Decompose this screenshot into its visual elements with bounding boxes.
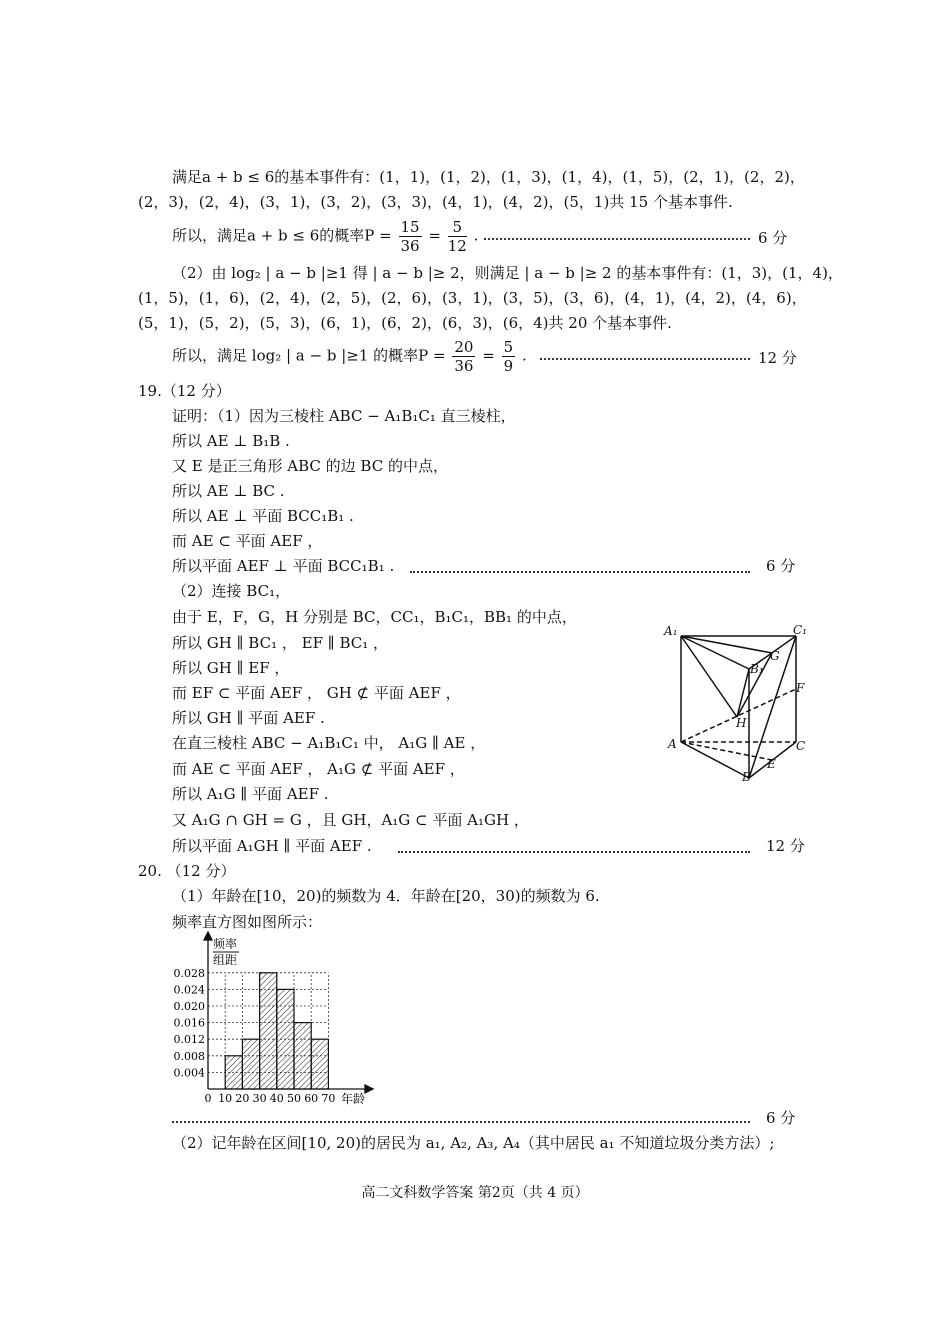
label-E: E xyxy=(767,757,776,771)
answer-line: 频率直方图如图所示： xyxy=(172,913,323,931)
numerator: 15 xyxy=(400,218,420,236)
proof-line: 所以 GH ∥ BC₁ ， EF ∥ BC₁ ， xyxy=(172,634,389,652)
histogram-bar xyxy=(225,1056,242,1089)
x-axis-label: 年龄 xyxy=(341,1092,366,1106)
fraction xyxy=(448,218,467,255)
fraction xyxy=(502,338,516,375)
y-tick-label: 0.024 xyxy=(173,983,205,997)
dotted-leader xyxy=(398,851,750,853)
numerator: 5 xyxy=(503,338,514,356)
proof-line: 所以 A₁G ∥ 平面 AEF . xyxy=(172,785,329,803)
x-tick-label: 20 xyxy=(235,1092,250,1105)
fraction xyxy=(399,218,422,255)
text-line: (5，1)，(5，2)，(5，3)，(6，1)，(6，2)，(6，3)，(6，4)共 20 个基本事件. xyxy=(138,314,672,332)
label-H: H xyxy=(736,716,747,730)
label-A: A xyxy=(668,737,677,751)
label-G: G xyxy=(770,649,780,663)
fraction xyxy=(452,338,475,375)
denominator: 36 xyxy=(454,357,474,375)
x-tick-label: 40 xyxy=(269,1092,284,1105)
label-A1: A₁ xyxy=(664,624,678,638)
x-tick-label: 70 xyxy=(321,1092,336,1105)
y-tick-label: 0.008 xyxy=(173,1049,205,1063)
histogram-bar xyxy=(260,973,277,1089)
histogram-bar xyxy=(311,1039,328,1089)
y-tick-label: 0.012 xyxy=(173,1033,205,1047)
label-B1: B₁ xyxy=(750,662,764,676)
histogram-bar xyxy=(277,989,294,1089)
proof-line: 所以 AE ⊥ BC . xyxy=(172,482,285,500)
y-axis-label-top: 频率 xyxy=(213,937,238,951)
numerator: 5 xyxy=(448,218,467,237)
x-tick-label: 0 xyxy=(204,1092,212,1105)
dotted-leader xyxy=(484,238,750,240)
text-line: 满足a + b ≤ 6的基本事件有：(1，1)，(1，2)，(1，3)，(1，4)，(1，5)，(2，1)，(2，2)， xyxy=(172,168,805,186)
score-label: 6 分 xyxy=(766,557,796,575)
proof-line: 又 E 是正三角形 ABC 的边 BC 的中点， xyxy=(172,457,448,475)
histogram-bar xyxy=(242,1039,259,1089)
equals: = xyxy=(428,226,441,245)
text-line: (2，3)，(2，4)，(3，1)，(3，2)，(3，3)，(4，1)，(4，2)，(5，1)共 15 个基本事件. xyxy=(138,193,733,211)
prism-figure xyxy=(662,622,812,782)
answer-line: （1）年龄在[10，20)的频数为 4．年龄在[20，30)的频数为 6. xyxy=(172,887,600,905)
equals: = xyxy=(482,346,495,365)
dotted-leader xyxy=(172,1121,750,1123)
score-label: 6 分 xyxy=(758,229,788,247)
dotted-leader xyxy=(410,571,750,573)
x-tick-label: 60 xyxy=(304,1092,319,1105)
text-line: （2）由 log₂ | a − b |≥1 得 | a − b |≥ 2，则满足 | a − b |≥ 2 的基本事件有：(1，3)，(1，4)， xyxy=(172,264,843,282)
text: 所以，满足a + b ≤ 6的概率P = xyxy=(172,226,392,245)
histogram-bar xyxy=(294,1023,311,1089)
page-footer: 高二文科数学答案 第2页（共 4 页） xyxy=(361,1185,589,1201)
score-label: 12 分 xyxy=(766,837,805,855)
y-tick-label: 0.016 xyxy=(173,1016,205,1030)
score-label: 6 分 xyxy=(766,1109,796,1127)
label-C: C xyxy=(796,739,806,753)
proof-line: 所以 GH ∥ 平面 AEF . xyxy=(172,709,325,727)
y-tick-label: 0.020 xyxy=(173,1000,205,1013)
score-label: 12 分 xyxy=(758,349,797,367)
y-tick-label: 0.028 xyxy=(173,966,205,980)
probability-line-1 xyxy=(172,218,478,255)
proof-line: 而 AE ⊂ 平面 AEF ， xyxy=(172,532,323,550)
period: . xyxy=(473,226,479,245)
y-axis-label-bottom: 组距 xyxy=(213,953,238,967)
label-C1: C₁ xyxy=(793,623,807,637)
proof-line: 所以 AE ⊥ B₁B . xyxy=(172,432,290,450)
proof-line: 所以平面 A₁GH ∥ 平面 AEF . xyxy=(172,837,372,855)
proof-line: 所以平面 AEF ⊥ 平面 BCC₁B₁ . xyxy=(172,557,395,575)
denominator: 36 xyxy=(400,237,420,255)
denominator: 12 xyxy=(447,237,467,255)
proof-line: 而 AE ⊂ 平面 AEF ， A₁G ⊄ 平面 AEF ， xyxy=(172,760,465,778)
proof-line: 由于 E，F，G，H 分别是 BC，CC₁，B₁C₁，BB₁ 的中点， xyxy=(172,608,577,626)
probability-line-2 xyxy=(172,338,527,375)
x-tick-label: 30 xyxy=(252,1092,267,1105)
frequency-histogram xyxy=(165,928,375,1108)
question-number: 19.（12 分） xyxy=(138,382,231,400)
numerator: 20 xyxy=(454,338,474,356)
x-tick-label: 10 xyxy=(218,1092,233,1105)
proof-line: 又 A₁G ∩ GH = G ，且 GH，A₁G ⊂ 平面 A₁GH ， xyxy=(172,811,529,829)
proof-line: 在直三棱柱 ABC − A₁B₁C₁ 中， A₁G ∥ AE ， xyxy=(172,734,486,752)
denominator: 9 xyxy=(503,357,514,375)
text: 所以，满足 log₂ | a − b |≥1 的概率P = xyxy=(172,346,446,365)
x-tick-label: 50 xyxy=(287,1092,301,1105)
text-line: (1，5)，(1，6)，(2，4)，(2，5)，(2，6)，(3，1)，(3，5)，(3，6)，(4，1)，(4，2)，(4，6)， xyxy=(138,289,807,307)
label-B: B xyxy=(742,770,751,782)
proof-line: 所以 GH ∥ EF ， xyxy=(172,659,290,677)
dotted-leader xyxy=(540,358,750,360)
answer-line: （2）记年龄在区间[10, 20)的居民为 a₁, A₂, A₃, A₄（其中居民 a₁ 不知道垃圾分类方法）; xyxy=(172,1134,775,1152)
proof-line: 所以 AE ⊥ 平面 BCC₁B₁ . xyxy=(172,507,354,525)
proof-line: 证明：（1）因为三棱柱 ABC − A₁B₁C₁ 直三棱柱， xyxy=(172,407,516,425)
proof-line: （2）连接 BC₁， xyxy=(172,582,291,600)
question-number: 20. （12 分） xyxy=(138,862,236,880)
period: . xyxy=(521,346,527,365)
label-F: F xyxy=(796,681,805,695)
y-tick-label: 0.004 xyxy=(173,1066,205,1080)
proof-line: 而 EF ⊂ 平面 AEF ， GH ⊄ 平面 AEF ， xyxy=(172,684,461,702)
